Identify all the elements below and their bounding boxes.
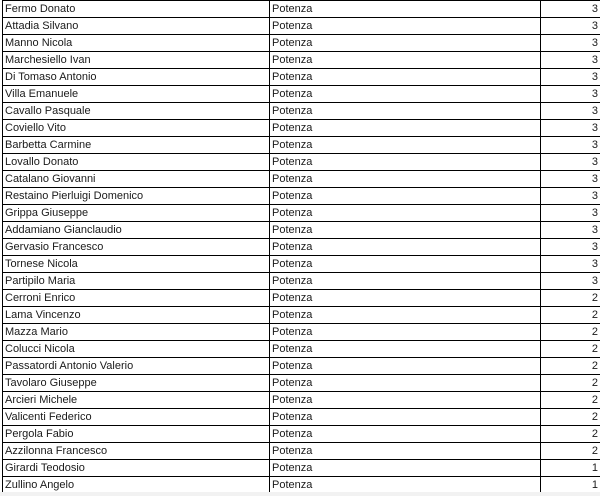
value-cell: 3	[541, 35, 600, 52]
name-cell: Barbetta Carmine	[3, 137, 270, 154]
name-cell: Lovallo Donato	[3, 154, 270, 171]
table-row	[3, 18, 600, 35]
value-cell: 3	[541, 103, 600, 120]
city-cell: Potenza	[270, 120, 541, 137]
name-cell: Fermo Donato	[3, 1, 270, 18]
table-row	[3, 188, 600, 205]
name-cell: Cavallo Pasquale	[3, 103, 270, 120]
page-bottom-edge	[0, 492, 600, 496]
value-cell: 3	[541, 137, 600, 154]
city-cell: Potenza	[270, 426, 541, 443]
table-row	[3, 205, 600, 222]
name-cell: Azzilonna Francesco	[3, 443, 270, 460]
name-cell: Valicenti Federico	[3, 409, 270, 426]
value-cell: 2	[541, 426, 600, 443]
city-cell: Potenza	[270, 477, 541, 494]
city-cell: Potenza	[270, 443, 541, 460]
name-cell: Gervasio Francesco	[3, 239, 270, 256]
city-cell: Potenza	[270, 205, 541, 222]
spreadsheet-page	[2, 0, 598, 494]
table-row	[3, 341, 600, 358]
city-cell: Potenza	[270, 86, 541, 103]
name-cell: Catalano Giovanni	[3, 171, 270, 188]
value-cell: 2	[541, 358, 600, 375]
city-cell: Potenza	[270, 1, 541, 18]
value-cell: 3	[541, 205, 600, 222]
value-cell: 3	[541, 273, 600, 290]
value-cell: 2	[541, 443, 600, 460]
name-cell: Addamiano Gianclaudio	[3, 222, 270, 239]
table-row	[3, 392, 600, 409]
table-row	[3, 239, 600, 256]
name-cell: Colucci Nicola	[3, 341, 270, 358]
name-cell: Lama Vincenzo	[3, 307, 270, 324]
value-cell: 3	[541, 171, 600, 188]
name-cell: Passatordi Antonio Valerio	[3, 358, 270, 375]
table-row	[3, 409, 600, 426]
city-cell: Potenza	[270, 460, 541, 477]
name-cell: Tavolaro Giuseppe	[3, 375, 270, 392]
value-cell: 3	[541, 18, 600, 35]
table-row	[3, 222, 600, 239]
city-cell: Potenza	[270, 154, 541, 171]
value-cell: 3	[541, 154, 600, 171]
name-cell: Cerroni Enrico	[3, 290, 270, 307]
city-cell: Potenza	[270, 69, 541, 86]
name-cell: Grippa Giuseppe	[3, 205, 270, 222]
city-cell: Potenza	[270, 171, 541, 188]
value-cell: 2	[541, 409, 600, 426]
table-row	[3, 137, 600, 154]
table-row	[3, 290, 600, 307]
table-row	[3, 103, 600, 120]
name-cell: Partipilo Maria	[3, 273, 270, 290]
table-row	[3, 1, 600, 18]
table-row	[3, 460, 600, 477]
table-row	[3, 35, 600, 52]
value-cell: 3	[541, 222, 600, 239]
table-row	[3, 324, 600, 341]
value-cell: 2	[541, 324, 600, 341]
table-row	[3, 375, 600, 392]
name-cell: Villa Emanuele	[3, 86, 270, 103]
city-cell: Potenza	[270, 290, 541, 307]
value-cell: 2	[541, 307, 600, 324]
value-cell: 2	[541, 375, 600, 392]
city-cell: Potenza	[270, 103, 541, 120]
city-cell: Potenza	[270, 307, 541, 324]
city-cell: Potenza	[270, 239, 541, 256]
city-cell: Potenza	[270, 375, 541, 392]
name-cell: Mazza Mario	[3, 324, 270, 341]
name-cell: Arcieri Michele	[3, 392, 270, 409]
city-cell: Potenza	[270, 341, 541, 358]
city-cell: Potenza	[270, 137, 541, 154]
name-cell: Tornese Nicola	[3, 256, 270, 273]
table-row	[3, 256, 600, 273]
name-cell: Restaino Pierluigi Domenico	[3, 188, 270, 205]
data-table	[2, 0, 600, 494]
value-cell: 2	[541, 290, 600, 307]
table-row	[3, 120, 600, 137]
table-row	[3, 69, 600, 86]
table-row	[3, 426, 600, 443]
value-cell: 1	[541, 460, 600, 477]
table-row	[3, 86, 600, 103]
value-cell: 3	[541, 239, 600, 256]
city-cell: Potenza	[270, 188, 541, 205]
table-row	[3, 273, 600, 290]
value-cell: 3	[541, 86, 600, 103]
name-cell: Pergola Fabio	[3, 426, 270, 443]
table-row	[3, 52, 600, 69]
city-cell: Potenza	[270, 222, 541, 239]
name-cell: Zullino Angelo	[3, 477, 270, 494]
city-cell: Potenza	[270, 392, 541, 409]
table-row	[3, 154, 600, 171]
value-cell: 3	[541, 188, 600, 205]
value-cell: 1	[541, 477, 600, 494]
city-cell: Potenza	[270, 256, 541, 273]
table-row	[3, 171, 600, 188]
city-cell: Potenza	[270, 409, 541, 426]
name-cell: Marchesiello Ivan	[3, 52, 270, 69]
table-row	[3, 307, 600, 324]
table-row	[3, 477, 600, 494]
value-cell: 3	[541, 120, 600, 137]
value-cell: 2	[541, 392, 600, 409]
value-cell: 3	[541, 256, 600, 273]
table-row	[3, 443, 600, 460]
name-cell: Di Tomaso Antonio	[3, 69, 270, 86]
city-cell: Potenza	[270, 358, 541, 375]
table-body	[3, 1, 600, 494]
value-cell: 3	[541, 52, 600, 69]
name-cell: Girardi Teodosio	[3, 460, 270, 477]
name-cell: Attadia Silvano	[3, 18, 270, 35]
value-cell: 2	[541, 341, 600, 358]
city-cell: Potenza	[270, 52, 541, 69]
city-cell: Potenza	[270, 273, 541, 290]
city-cell: Potenza	[270, 324, 541, 341]
value-cell: 3	[541, 69, 600, 86]
city-cell: Potenza	[270, 18, 541, 35]
table-row	[3, 358, 600, 375]
name-cell: Manno Nicola	[3, 35, 270, 52]
city-cell: Potenza	[270, 35, 541, 52]
name-cell: Coviello Vito	[3, 120, 270, 137]
value-cell: 3	[541, 1, 600, 18]
